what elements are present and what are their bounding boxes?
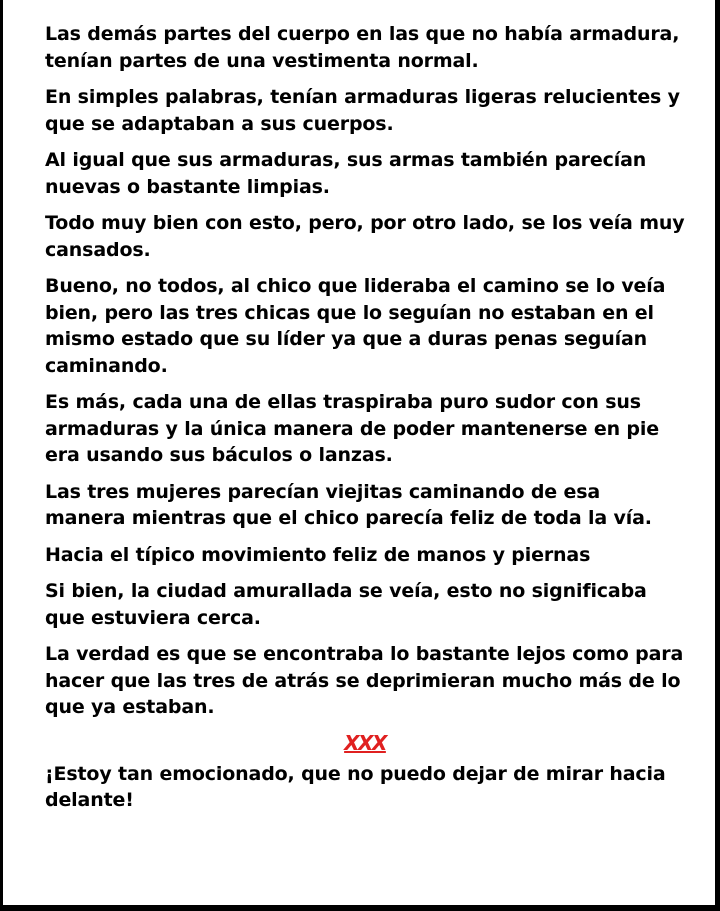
paragraph: Al igual que sus armaduras, sus armas también parecían nuevas o bastante limpias. — [45, 149, 647, 198]
paragraph: Las tres mujeres parecían viejitas caminando de esa manera mientras que el chico parecía feliz de toda la vía. — [45, 480, 652, 529]
paragraph: Es más, cada una de ellas traspiraba puro sudor con sus armaduras y la única manera de poder mantenerse en pie era usando sus báculos o lanzas. — [45, 391, 659, 466]
paragraph: Las demás partes del cuerpo en las que no había armadura, tenían partes de una vestimenta normal. — [45, 23, 680, 72]
paragraph: Todo muy bien con esto, pero, por otro lado, se los veía muy cansados. — [45, 212, 685, 261]
scene-divider-mark: XXX — [344, 730, 386, 755]
scene-divider — [45, 731, 685, 755]
paragraph: Bueno, no todos, al chico que lideraba el camino se lo veía bien, pero las tres chicas que lo seguían no estaban en el mismo estado que su líder ya que a duras penas seguían caminando. — [45, 275, 666, 377]
paragraph: Hacia el típico movimiento feliz de manos y piernas — [45, 543, 591, 566]
paragraph: ¡Estoy tan emocionado, que no puedo dejar de mirar hacia delante! — [45, 762, 666, 811]
paragraph: La verdad es que se encontraba lo bastante lejos como para hacer que las tres de atrás se deprimieran mucho más de lo que ya estaban. — [45, 643, 684, 718]
paragraph: En simples palabras, tenían armaduras ligeras relucientes y que se adaptaban a sus cuerpos. — [45, 86, 680, 135]
paragraph: Si bien, la ciudad amurallada se veía, esto no significaba que estuviera cerca. — [45, 580, 647, 629]
document-page — [3, 0, 715, 905]
